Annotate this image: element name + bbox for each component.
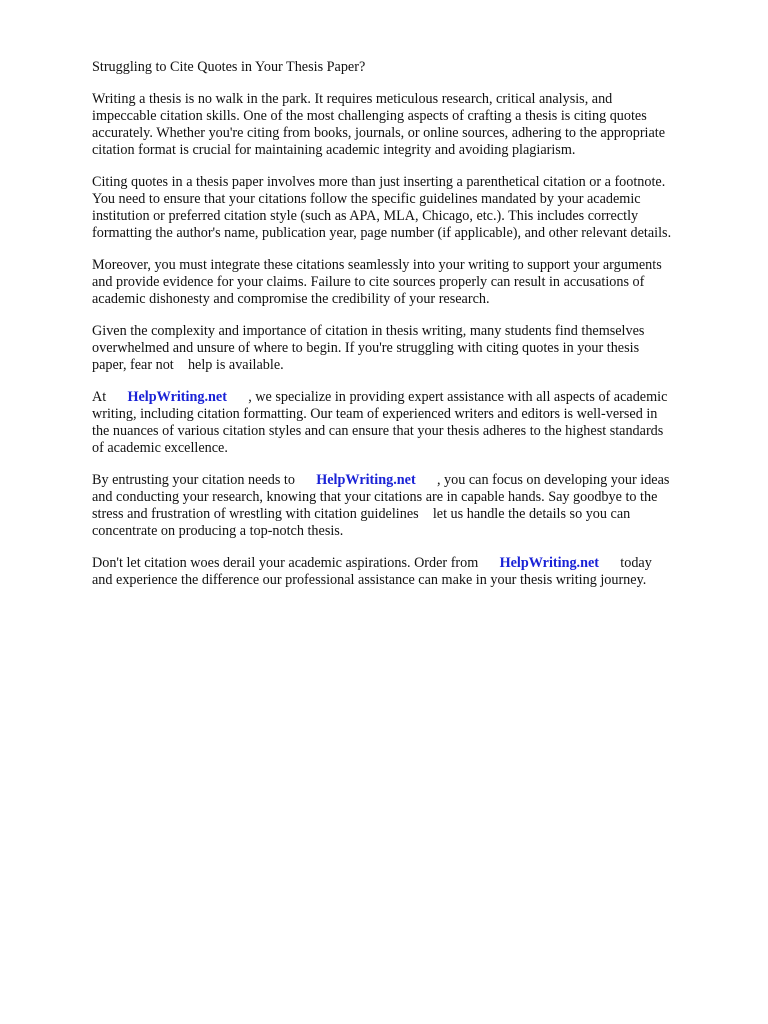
paragraph-intro: Writing a thesis is no walk in the park. It requires meticulous research, critical analysis, and impeccable citation skills. One of the most challenging aspects of crafting a thesis is citing quotes accurately. Whether you're citing from books, journals, or online sources, adhering to the appropriate citation format is crucial for maintaining academic integrity and avoiding plagiarism. [92,91,666,158]
helpwriting-link[interactable]: HelpWriting.net [127,389,227,405]
paragraph-service-body: , we specialize in providing expert assistance with all aspects of academic writing, including citation formatting. Our team of experienced writers and editors is well-versed in the nuances of various citation styles and can ensure that your thesis adheres to the highest standards of academic excellence. [92,389,668,456]
helpwriting-link[interactable]: HelpWriting.net [499,555,600,571]
paragraph-service [92,389,732,457]
document-title: Struggling to Cite Quotes in Your Thesis Paper? [92,59,366,75]
paragraph-complexity: Given the complexity and importance of citation in thesis writing, many students find themselves overwhelmed and unsure of where to begin. If you're struggling with citing quotes in your thesis paper, fear not help is available. [92,323,645,373]
paragraph-integration: Moreover, you must integrate these citations seamlessly into your writing to support your arguments and provide evidence for your claims. Failure to cite sources properly can result in accusations of academic dishonesty and compromise the credibility of your research. [92,257,662,307]
document-page [92,59,732,604]
paragraph-order-body: today and experience the difference our professional assistance can make in your thesis writing journey. [92,555,652,588]
paragraph-citing-quotes: Citing quotes in a thesis paper involves more than just inserting a parenthetical citation or a footnote. You need to ensure that your citations follow the specific guidelines mandated by your academic institution or preferred citation style (such as APA, MLA, Chicago, etc.). This includes correctly formatting the author's name, publication year, page number (if applicable), and other relevant details. [92,174,672,241]
paragraph-service-lead: At [92,389,128,405]
paragraph-entrusting-body: , you can focus on developing your ideas and conducting your research, knowing that your citations are in capable hands. Say goodbye to the stress and frustration of wrestling with citation guidelines let us handle the details so you can concentrate on producing a top-notch thesis. [92,472,670,539]
paragraph-order [92,555,732,589]
paragraph-order-lead: Don't let citation woes derail your academic aspirations. Order from [92,555,500,571]
helpwriting-link[interactable]: HelpWriting.net [316,472,416,488]
paragraph-entrusting-lead: By entrusting your citation needs to [92,472,317,488]
paragraph-entrusting [92,472,732,540]
